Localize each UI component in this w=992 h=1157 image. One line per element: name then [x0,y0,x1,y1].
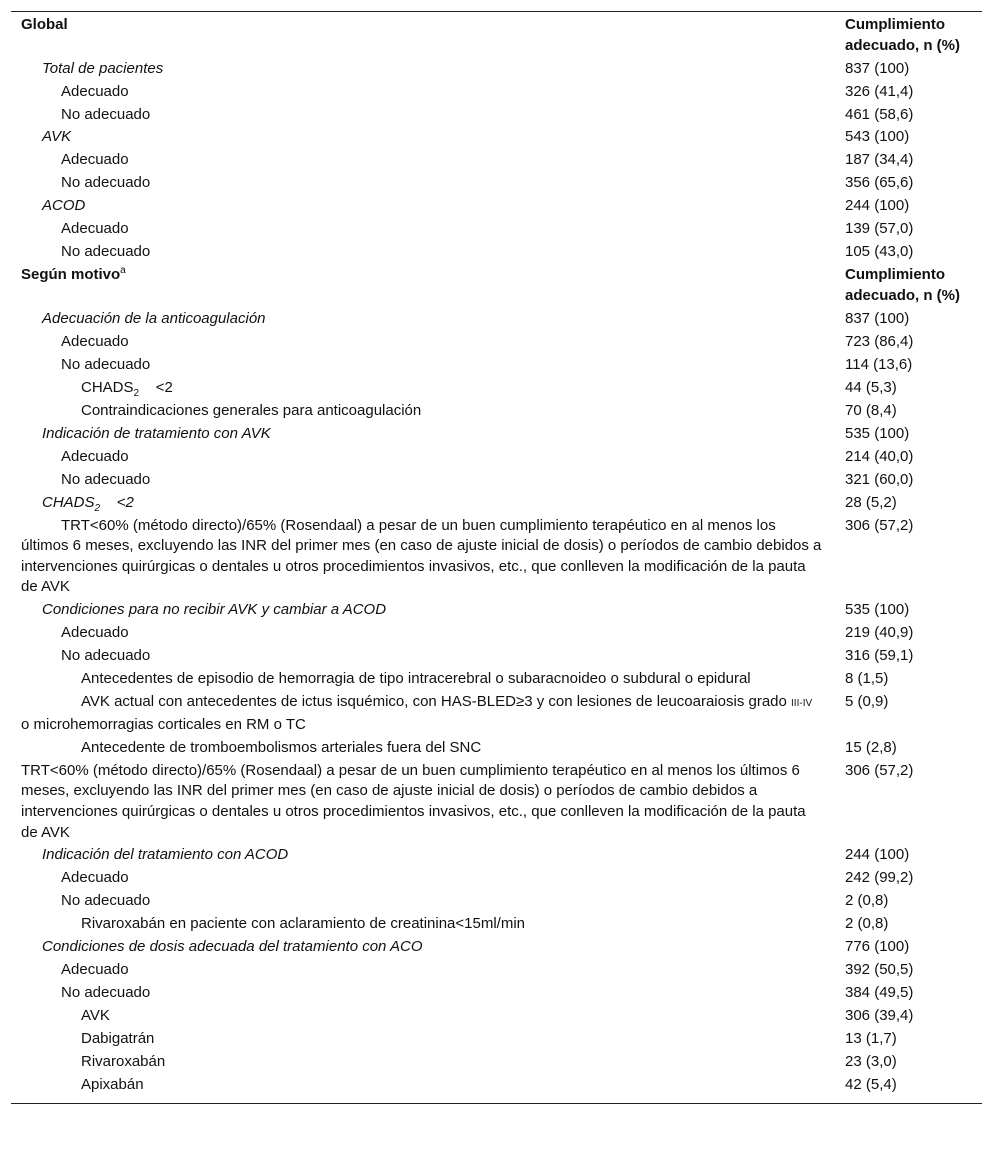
table-row [11,57,982,80]
row-label: Condiciones de dosis adecuada del tratamiento con ACO [42,938,423,956]
row-label: Adecuado [61,220,129,238]
row-label: Rivaroxabán [81,1053,166,1071]
row-label: TRT<60% (método directo)/65% (Rosendaal) a pesar de un buen cumplimiento terapéutico en al menos los últimos 6 meses, excluyendo las INR del primer mes (en caso de ajuste inicial de dosis) o períodos de cambio debidos a intervenciones quirúrgicas o dentales u otros procedimientos invasivos, etc., que conlleven la modificación de la pauta de AVK [21,516,822,596]
row-value: 2 (0,8) [845,892,889,910]
row-label: No adecuado [61,355,151,373]
row-label: AVK [81,1007,110,1025]
chads-text: CHADS [81,378,134,396]
table-row [11,195,982,218]
row-value: 461 (58,6) [845,105,914,123]
table-row [11,149,982,172]
row-value: 28 (5,2) [845,493,897,511]
row-value: 837 (100) [845,59,910,77]
row-label: Dabigatrán [81,1030,155,1048]
row-value: 13 (1,7) [845,1030,897,1048]
table-row [11,377,982,400]
row-value: 723 (86,4) [845,332,914,350]
row-label: Adecuación de la anticoagulación [42,309,266,327]
row-value: 214 (40,0) [845,447,914,465]
table-header-row [11,12,982,57]
table-row [11,982,982,1005]
table-row [11,331,982,354]
table-row [11,1074,982,1103]
row-value: 44 (5,3) [845,378,897,396]
row-label-part: AVK actual con antecedentes de ictus isquémico, con HAS-BLED≥3 y con lesiones de leucoaraiosis grado [81,693,792,711]
table-row [11,400,982,423]
header-value: Cumplimiento adecuado, n (%) [845,16,961,54]
row-value: 244 (100) [845,846,910,864]
results-table-frame [11,11,982,1104]
grade-smallcaps: III-IV [791,698,813,710]
table-row [11,737,982,760]
results-table [11,12,982,1103]
table-row [11,423,982,446]
row-value: 70 (8,4) [845,401,897,419]
row-value: 543 (100) [845,128,910,146]
row-value: 535 (100) [845,424,910,442]
row-label: Rivaroxabán en paciente con aclaramiento de creatinina<15ml/min [81,915,526,933]
footnote-marker: a [120,265,126,277]
table-row [11,599,982,622]
row-label: No adecuado [61,105,151,123]
row-label: Apixabán [81,1076,144,1094]
table-header-row [11,264,982,308]
table-row [11,622,982,645]
row-label: No adecuado [61,984,151,1002]
row-label: No adecuado [61,174,151,192]
row-value: 321 (60,0) [845,470,914,488]
row-value: 306 (57,2) [845,761,914,779]
row-value: 187 (34,4) [845,151,914,169]
row-value: 114 (13,6) [845,355,913,373]
row-value: 105 (43,0) [845,243,914,261]
row-value: 384 (49,5) [845,984,914,1002]
chads-threshold: <2 [116,493,134,511]
chads-text: CHADS [42,493,95,511]
row-label: Condiciones para no recibir AVK y cambiar a ACOD [42,601,387,619]
row-label [11,691,834,737]
table-row [11,913,982,936]
row-label: Adecuado [61,624,129,642]
table-row [11,936,982,959]
row-label: Adecuado [61,869,129,887]
row-label [11,491,834,514]
row-label: No adecuado [61,470,151,488]
table-row [11,959,982,982]
table-row [11,241,982,264]
header-label-text: Según motivo [21,266,121,284]
row-value: 139 (57,0) [845,220,914,238]
row-label: No adecuado [61,892,151,910]
row-value: 23 (3,0) [845,1053,897,1071]
table-row [11,126,982,149]
table-row [11,308,982,331]
table-row [11,218,982,241]
row-label: Adecuado [61,82,129,100]
header-label [11,264,834,308]
table-row [11,103,982,126]
row-label: TRT<60% (método directo)/65% (Rosendaal) a pesar de un buen cumplimiento terapéutico en al menos los últimos 6 meses, excluyendo las INR del primer mes (en caso de ajuste inicial de dosis) o períodos de cambio debidos a intervenciones quirúrgicas o dentales u otros procedimientos invasivos, etc., que conlleven la modificación de la pauta de AVK [21,761,806,841]
table-row [11,867,982,890]
row-value: 242 (99,2) [845,869,914,887]
row-label: Indicación del tratamiento con ACOD [42,846,289,864]
table-row [11,80,982,103]
table-row [11,844,982,867]
table-row [11,691,982,737]
row-label: Antecedentes de episodio de hemorragia de tipo intracerebral o subaracnoideo o subdural o epidural [81,670,751,688]
row-label: Adecuado [61,447,129,465]
row-label: ACOD [42,197,86,215]
row-value: 316 (59,1) [845,647,914,665]
row-label: Total de pacientes [42,59,164,77]
chads-subscript: 2 [94,502,101,514]
row-label: No adecuado [61,243,151,261]
row-label: Contraindicaciones generales para anticoagulación [81,401,422,419]
row-label: Indicación de tratamiento con AVK [42,424,271,442]
row-value: 2 (0,8) [845,915,889,933]
chads-subscript: 2 [133,387,140,399]
row-value: 219 (40,9) [845,624,914,642]
header-label: Global [21,16,68,33]
table-row [11,1051,982,1074]
row-value: 326 (41,4) [845,82,914,100]
table-row [11,354,982,377]
row-label [11,377,834,400]
row-label: Antecedente de tromboembolismos arteriales fuera del SNC [81,738,482,756]
row-value: 392 (50,5) [845,961,914,979]
row-value: 15 (2,8) [845,738,897,756]
table-row [11,1005,982,1028]
row-label: Adecuado [61,332,129,350]
table-row [11,445,982,468]
row-value: 356 (65,6) [845,174,914,192]
table-row [11,668,982,691]
row-value: 8 (1,5) [845,670,889,688]
row-label: AVK [42,128,72,146]
row-value: 42 (5,4) [845,1076,897,1094]
table-row [11,890,982,913]
row-value: 244 (100) [845,197,910,215]
row-value: 306 (57,2) [845,516,914,534]
row-label: Adecuado [61,961,129,979]
table-row [11,760,982,845]
row-value: 535 (100) [845,601,910,619]
table-row [11,514,982,599]
chads-threshold: <2 [155,378,173,396]
table-row [11,1028,982,1051]
table-row [11,491,982,514]
row-value: 5 (0,9) [845,693,889,711]
row-value: 306 (39,4) [845,1007,914,1025]
header-value: Cumplimiento adecuado, n (%) [845,266,961,304]
table-row [11,645,982,668]
table-row [11,172,982,195]
row-value: 776 (100) [845,938,910,956]
table-row [11,468,982,491]
row-label: No adecuado [61,647,151,665]
row-label: Adecuado [61,151,129,169]
row-value: 837 (100) [845,309,910,327]
row-label-part: o microhemorragias corticales en RM o TC [21,715,306,733]
